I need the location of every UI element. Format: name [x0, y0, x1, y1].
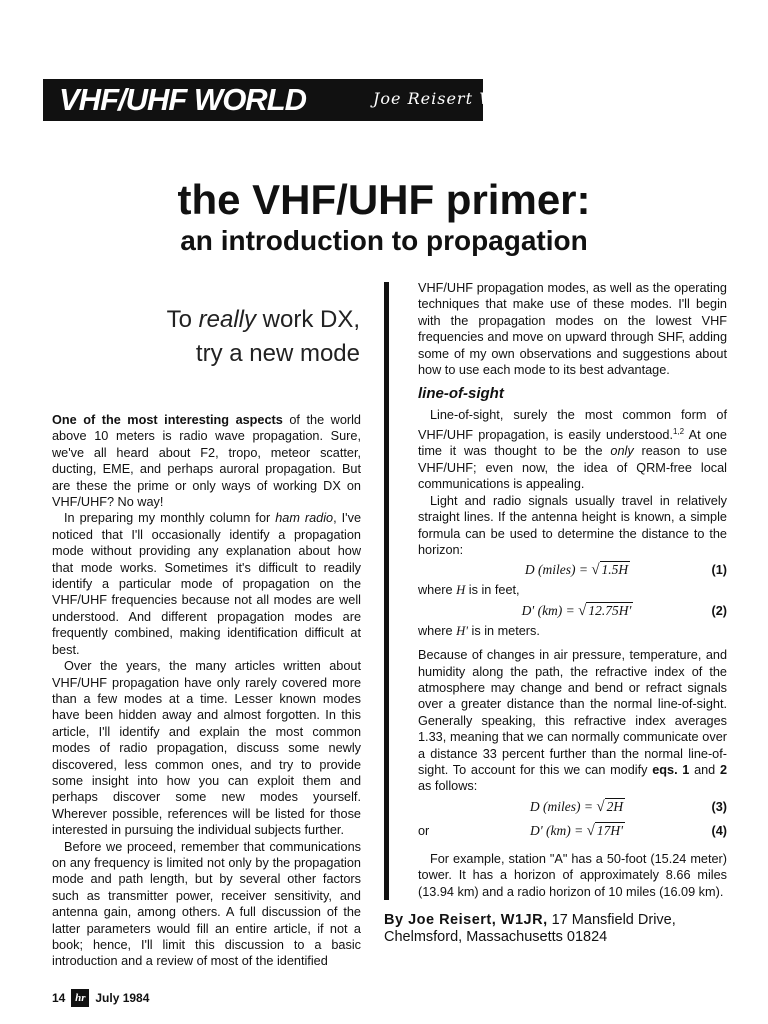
note-text: where [418, 583, 457, 598]
equation-radicand: 1.5H [601, 562, 629, 578]
equation-radicand: 2H [606, 798, 624, 814]
equation-ref: 2 [719, 762, 728, 777]
paragraph-text: of the world above 10 meters is radio wave propagation. Sure, we've all heard about F2, tropo, meteor scatter, ducting, EME, and perhaps auroral propagation. But are these the prime or only ways of working DX on VHF/UHF? No way! [52, 413, 361, 510]
variable: H' [456, 623, 468, 638]
paragraph [418, 407, 727, 492]
sqrt-icon: √ [586, 822, 595, 839]
variable: H [456, 583, 466, 598]
equation-2 [418, 599, 727, 623]
equation-radicand: 17H' [596, 822, 623, 838]
paragraph [52, 412, 361, 510]
column-banner [43, 79, 529, 121]
equation-1 [418, 558, 727, 582]
note-text: is in meters. [467, 623, 540, 638]
magazine-name: ham radio [275, 511, 334, 526]
article-deck [90, 303, 360, 371]
deck-text: work DX, [255, 306, 360, 333]
equation-lhs: D' (km) = [530, 822, 587, 838]
magazine-logo-icon: hr [71, 989, 89, 1007]
paragraph-text: , I've noticed that I'll occasionally identify a propagation mode without providing any explanation about how that mode works. Sometimes it's difficult to readily identify a particular mode of propagation on the VHF/UHF frequencies because not all modes are well understood. And different propagation modes are frequently combined, making identification difficult at best. [52, 511, 361, 657]
note-text: is in feet, [465, 583, 520, 598]
author-address: 17 Mansfield Drive, [547, 912, 676, 928]
equation-lead: or [418, 823, 430, 838]
paragraph: For example, station "A" has a 50-foot (15.24 meter) tower. It has a horizon of approximately 8.66 miles (13.94 km) and a radio horizon of 10 miles (16.09 km). [418, 851, 727, 899]
equation-3 [418, 795, 727, 819]
paragraph-text: In preparing my monthly column for [64, 511, 276, 526]
equation-number: (2) [711, 603, 727, 618]
author-address: Chelmsford, Massachusetts 01824 [384, 929, 608, 945]
paragraph [418, 647, 727, 795]
equation-lhs: D (miles) = [524, 562, 592, 578]
paragraph-text: as follows: [418, 779, 478, 794]
reference-marker: 1,2 [672, 426, 685, 436]
paragraph: Over the years, the many articles written about VHF/UHF propagation have only rarely covered more than a few modes at a time. Lesser known modes have been hidden away and almost forgotten. In this article, I'll identify and explain the most common modes of radio propagation, discuss some newly discovered, less common ones, and try to provide some insight into how you can exploit them and perhaps discover some new modes yourself. Wherever possible, references will be listed for those interested in pursuing the individual subjects further. [52, 659, 361, 838]
note-text: where [418, 623, 457, 638]
paragraph-text: Line-of-sight, surely the most common form of VHF/UHF propagation, is easily understood. [418, 408, 727, 443]
lead-in: One of the most interesting aspects [52, 413, 283, 427]
page-number: 14 [52, 991, 66, 1005]
paragraph-text: reason to use VHF/UHF; even now, the idea of QRM-free local communications is appealing. [418, 444, 728, 492]
paragraph-text: At one time it was thought to be the [418, 428, 727, 459]
equation-number: (3) [711, 799, 727, 814]
deck-text: To [166, 306, 199, 333]
deck-line-2: try a new mode [195, 340, 360, 367]
paragraph-text: and [689, 762, 720, 777]
paragraph: VHF/UHF propagation modes, as well as the operating techniques that make use of these modes. I'll begin with the propagation modes on the lowest VHF frequencies and move on upward through SHF, adding some of my own observations and suggestions about how to use each mode to its best advantage. [418, 281, 727, 378]
issue-date: July 1984 [95, 991, 150, 1005]
equation-number: (1) [711, 563, 727, 578]
article-subtitle: an introduction to propagation [180, 225, 588, 256]
paragraph [52, 510, 361, 658]
equation-ref: eqs. 1 [652, 762, 690, 777]
page-footer [52, 988, 149, 1008]
equation-radicand: 12.75H' [588, 602, 632, 618]
column-rule [384, 282, 389, 900]
author-byline [384, 912, 734, 946]
equation-4 [418, 819, 727, 843]
paragraph: Light and radio signals usually travel in relatively straight lines. If the antenna height is known, a simple formula can be used to determine the distance to the horizon: [418, 493, 727, 557]
section-heading: line-of-sight [418, 385, 504, 403]
paragraph-text: Because of changes in air pressure, temperature, and humidity along the path, the refractive index of the atmosphere may change and bend or refract signals over a greater distance than the normal line-of-sight. Generally speaking, this refractive index averages 1.33, meaning that we can normally communicate over a distance 33 percent further than the normal line-of-sight. To account for this we can modify [418, 648, 727, 777]
author-signature: Joe Reisert W1JR [373, 89, 529, 108]
column-title: VHF/UHF WORLD [59, 82, 307, 117]
author-name: By Joe Reisert, W1JR, [384, 912, 548, 928]
sqrt-icon: √ [596, 798, 605, 815]
left-column [52, 412, 361, 970]
equation-lhs: D' (km) = [521, 602, 579, 618]
sqrt-icon: √ [591, 562, 600, 579]
equation-lhs: D (miles) = [529, 798, 597, 814]
sqrt-icon: √ [578, 602, 587, 619]
paragraph: Before we proceed, remember that communications on any frequency is limited not only by the propagation mode and path length, but by several other factors such as transmitter power, receiver sensitivity, and antenna gain, among others. A full discussion of the latter parameters would fill an entire article, if not a book; hence, I'll limit this discussion to a basic introduction and a review of most of the identified [52, 839, 361, 969]
variable-note [418, 623, 727, 639]
variable-note [418, 582, 727, 598]
emphasis: only [610, 444, 634, 459]
article-title: the VHF/UHF primer: [177, 176, 591, 223]
deck-emphasis: really [198, 306, 256, 333]
right-column [418, 280, 727, 900]
equation-number: (4) [711, 823, 727, 838]
